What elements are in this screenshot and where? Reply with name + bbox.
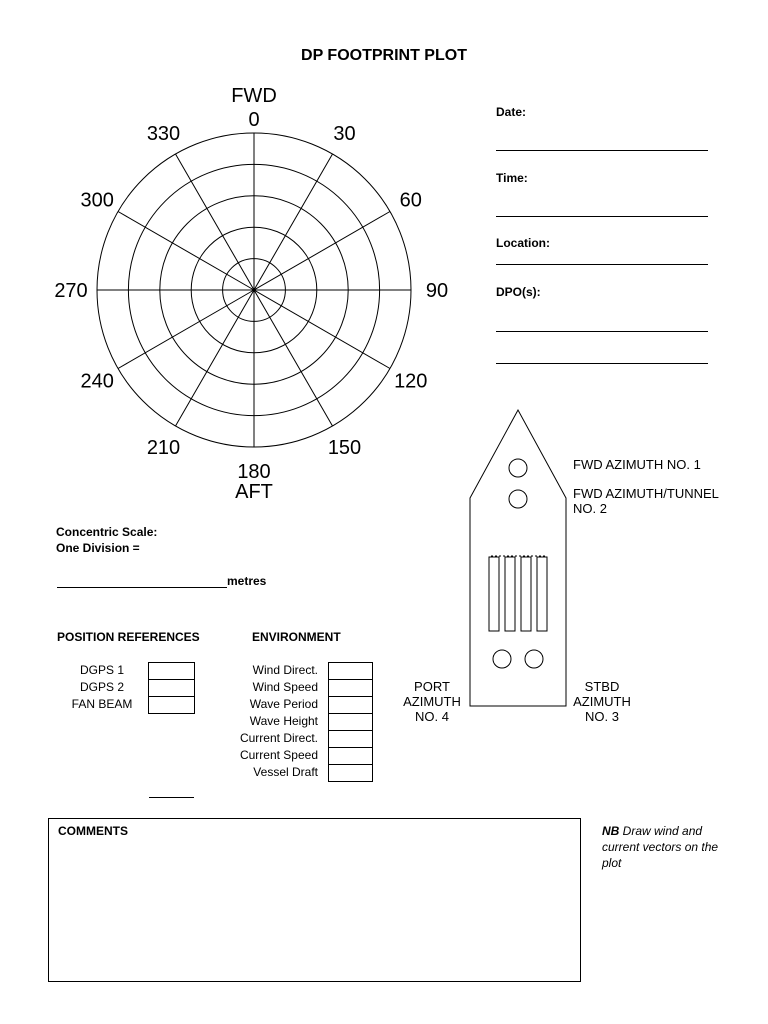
note-bold: NB bbox=[602, 824, 620, 838]
environment-input[interactable] bbox=[328, 730, 373, 748]
bearing-label-0: 0 bbox=[248, 109, 260, 131]
location-field[interactable] bbox=[496, 264, 708, 265]
position-ref-input[interactable] bbox=[148, 696, 195, 714]
hold-slot bbox=[489, 557, 499, 631]
comments-box[interactable] bbox=[48, 818, 581, 982]
hold-slot bbox=[521, 557, 531, 631]
stbd-azimuth-circle bbox=[525, 650, 543, 668]
fwd-azimuth-2-circle bbox=[509, 490, 527, 508]
environment-label: Wave Period bbox=[249, 697, 318, 711]
bearing-label-270: 270 bbox=[54, 280, 88, 302]
dpo-field-1[interactable] bbox=[496, 331, 708, 332]
date-label: Date: bbox=[496, 105, 527, 119]
scale-unit: metres bbox=[227, 574, 267, 588]
fwd-label: FWD bbox=[231, 85, 277, 107]
bearing-label-180: 180 bbox=[237, 461, 271, 483]
environment-input[interactable] bbox=[328, 679, 373, 697]
note-body: Draw wind and current vectors on the plot bbox=[602, 824, 719, 870]
bearing-label-330: 330 bbox=[146, 123, 181, 146]
scale-value-field[interactable] bbox=[57, 587, 227, 588]
location-label: Location: bbox=[496, 236, 550, 250]
time-label: Time: bbox=[496, 171, 528, 185]
dpo-label: DPO(s): bbox=[496, 285, 541, 299]
stbd-label-1: STBD bbox=[584, 679, 620, 694]
date-field[interactable] bbox=[496, 150, 708, 151]
environment-input[interactable] bbox=[328, 662, 373, 680]
time-field[interactable] bbox=[496, 216, 708, 217]
vessel-diagram bbox=[398, 400, 738, 740]
environment-label: Wind Direct. bbox=[252, 663, 318, 677]
environment-input[interactable] bbox=[328, 696, 373, 714]
fwd-azimuth-1-circle bbox=[509, 459, 527, 477]
vessel-hull bbox=[470, 410, 566, 706]
port-azimuth-circle bbox=[493, 650, 511, 668]
bearing-label-300: 300 bbox=[80, 189, 114, 212]
extra-ref-field[interactable] bbox=[149, 797, 194, 798]
bearing-label-240: 240 bbox=[80, 370, 114, 393]
port-label-2: AZIMUTH bbox=[403, 694, 461, 709]
polar-spoke bbox=[118, 290, 254, 369]
environment-label: Wind Speed bbox=[252, 680, 318, 694]
environment-label: Current Direct. bbox=[239, 731, 318, 745]
environment-heading: ENVIRONMENT bbox=[252, 630, 341, 644]
polar-spoke bbox=[254, 290, 390, 369]
position-refs-heading: POSITION REFERENCES bbox=[57, 630, 200, 644]
bearing-label-60: 60 bbox=[399, 189, 422, 212]
position-ref-input[interactable] bbox=[148, 662, 195, 680]
environment-label: Vessel Draft bbox=[253, 765, 318, 779]
polar-spokes bbox=[97, 133, 411, 447]
position-ref-input[interactable] bbox=[148, 679, 195, 697]
comments-label: COMMENTS bbox=[58, 824, 128, 838]
polar-spoke bbox=[254, 290, 333, 426]
scale-label-2: One Division = bbox=[56, 541, 140, 555]
bearing-label-210: 210 bbox=[146, 436, 181, 459]
hold-slot bbox=[537, 557, 547, 631]
environment-label: Wave Height bbox=[249, 714, 318, 728]
aft-label: AFT bbox=[235, 481, 273, 503]
port-label-3: NO. 4 bbox=[415, 709, 449, 724]
page-title: DP FOOTPRINT PLOT bbox=[301, 47, 467, 64]
environment-input[interactable] bbox=[328, 764, 373, 782]
polar-spoke bbox=[254, 212, 390, 291]
position-ref-label: DGPS 2 bbox=[79, 680, 124, 694]
scale-label-1: Concentric Scale: bbox=[56, 525, 158, 539]
position-ref-label: FAN BEAM bbox=[71, 697, 133, 711]
polar-spoke bbox=[254, 154, 333, 290]
bearing-label-120: 120 bbox=[394, 370, 428, 393]
port-label-1: PORT bbox=[414, 679, 450, 694]
bearing-label-150: 150 bbox=[327, 436, 362, 459]
environment-input[interactable] bbox=[328, 713, 373, 731]
fwd-azimuth-2-label-2: NO. 2 bbox=[573, 501, 607, 516]
note-text bbox=[602, 823, 732, 871]
stbd-label-3: NO. 3 bbox=[585, 709, 619, 724]
bearing-label-30: 30 bbox=[333, 123, 356, 146]
position-ref-label: DGPS 1 bbox=[79, 663, 124, 677]
environment-input[interactable] bbox=[328, 747, 373, 765]
stbd-label-2: AZIMUTH bbox=[573, 694, 631, 709]
environment-label: Current Speed bbox=[239, 748, 318, 762]
dpo-field-2[interactable] bbox=[496, 363, 708, 364]
hold-slot bbox=[505, 557, 515, 631]
polar-spoke bbox=[176, 290, 255, 426]
fwd-azimuth-2-label-1: FWD AZIMUTH/TUNNEL bbox=[573, 486, 719, 501]
polar-spoke bbox=[176, 154, 255, 290]
polar-spoke bbox=[118, 212, 254, 291]
fwd-azimuth-1-label: FWD AZIMUTH NO. 1 bbox=[573, 457, 701, 472]
bearing-label-90: 90 bbox=[425, 280, 449, 302]
